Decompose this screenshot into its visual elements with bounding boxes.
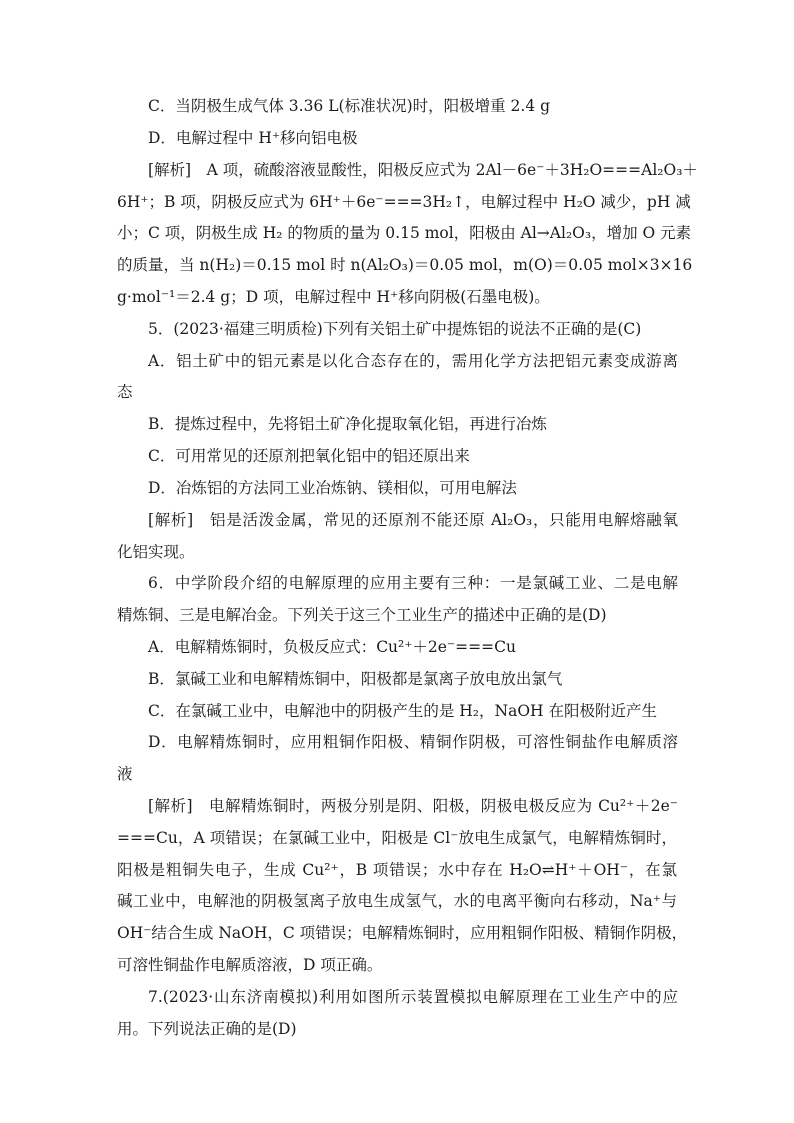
analysis-q6-line-4: 碱工业中，电解池的阴极氢离子放电生成氢气，水的电离平衡向右移动，Na⁺与	[117, 892, 677, 910]
question-6-stem-line-1: 6．中学阶段介绍的电解原理的应用主要有三种：一是氯碱工业、二是电解	[148, 574, 678, 592]
analysis-q6-line-5: OH⁻结合生成 NaOH，C 项错误；电解精炼铜时，应用粗铜作阳极、精铜作阴极，	[117, 924, 688, 942]
analysis-q5-line-1: [解析] 铝是活泼金属，常见的还原剂不能还原 Al₂O₃，只能用电解熔融氧	[148, 511, 678, 529]
option-a-q5-line-1: A．铝土矿中的铝元素是以化合态存在的，需用化学方法把铝元素变成游离	[148, 352, 678, 370]
option-c-q6: C．在氯碱工业中，电解池中的阴极产生的是 H₂，NaOH 在阳极附近产生	[148, 702, 657, 720]
analysis-q4-line-3: 小；C 项，阴极生成 H₂ 的物质的量为 0.15 mol，阳极由 Al→Al₂O₃，增加 O 元素	[117, 224, 692, 242]
option-c-q4: C．当阴极生成气体 3.36 L(标准状况)时，阳极增重 2.4 g	[148, 97, 551, 115]
option-b-q5: B．提炼过程中，先将铝土矿净化提取氧化铝，再进行冶炼	[148, 415, 547, 433]
option-d-q6-line-2: 液	[117, 765, 133, 783]
option-c-q5: C．可用常见的还原剂把氧化铝中的铝还原出来	[148, 447, 470, 465]
option-a-q5-line-2: 态	[117, 383, 133, 401]
option-d-q4: D．电解过程中 H⁺移向铝电极	[148, 129, 358, 147]
option-b-q6: B．氯碱工业和电解精炼铜中，阳极都是氯离子放电放出氯气	[148, 670, 563, 688]
question-7-stem-line-1: 7.(2023·山东济南模拟)利用如图所示装置模拟电解原理在工业生产中的应	[148, 988, 678, 1006]
analysis-q4-line-1: [解析] A 项，硫酸溶液显酸性，阳极反应式为 2Al－6e⁻＋3H₂O===Al₂O₃＋	[148, 161, 698, 179]
question-5-stem: 5．(2023·福建三明质检)下列有关铝土矿中提炼铝的说法不正确的是(C)	[148, 320, 642, 338]
analysis-q4-line-2: 6H⁺；B 项，阴极反应式为 6H⁺＋6e⁻===3H₂↑，电解过程中 H₂O 减少，pH 减	[117, 193, 691, 211]
analysis-q4-line-5: g·mol⁻¹＝2.4 g；D 项，电解过程中 H⁺移向阴极(石墨电极)。	[117, 288, 550, 306]
analysis-q6-line-6: 可溶性铜盐作电解质溶液，D 项正确。	[117, 956, 383, 974]
question-6-stem-line-2: 精炼铜、三是电解冶金。下列关于这三个工业生产的描述中正确的是(D)	[117, 606, 607, 624]
analysis-q6-line-1: [解析] 电解精炼铜时，两极分别是阴、阳极，阴极电极反应为 Cu²⁺＋2e⁻	[148, 797, 678, 815]
analysis-q5-line-2: 化铝实现。	[117, 543, 195, 561]
analysis-q6-line-2: ===Cu，A 项错误；在氯碱工业中，阳极是 Cl⁻放电生成氯气，电解精炼铜时，	[117, 829, 677, 847]
question-7-stem-line-2: 用。下列说法正确的是(D)	[117, 1020, 297, 1038]
analysis-q6-line-3: 阳极是粗铜失电子，生成 Cu²⁺，B 项错误；水中存在 H₂O⇌H⁺＋OH⁻，在氯	[117, 861, 677, 879]
option-d-q6-line-1: D．电解精炼铜时，应用粗铜作阳极、精铜作阴极，可溶性铜盐作电解质溶	[148, 733, 678, 751]
option-d-q5: D．冶炼铝的方法同工业冶炼钠、镁相似，可用电解法	[148, 479, 517, 497]
option-a-q6: A．电解精炼铜时，负极反应式：Cu²⁺＋2e⁻===Cu	[148, 638, 516, 656]
analysis-q4-line-4: 的质量，当 n(H₂)＝0.15 mol 时 n(Al₂O₃)＝0.05 mol，m(O)＝0.05 mol×3×16	[117, 256, 693, 274]
